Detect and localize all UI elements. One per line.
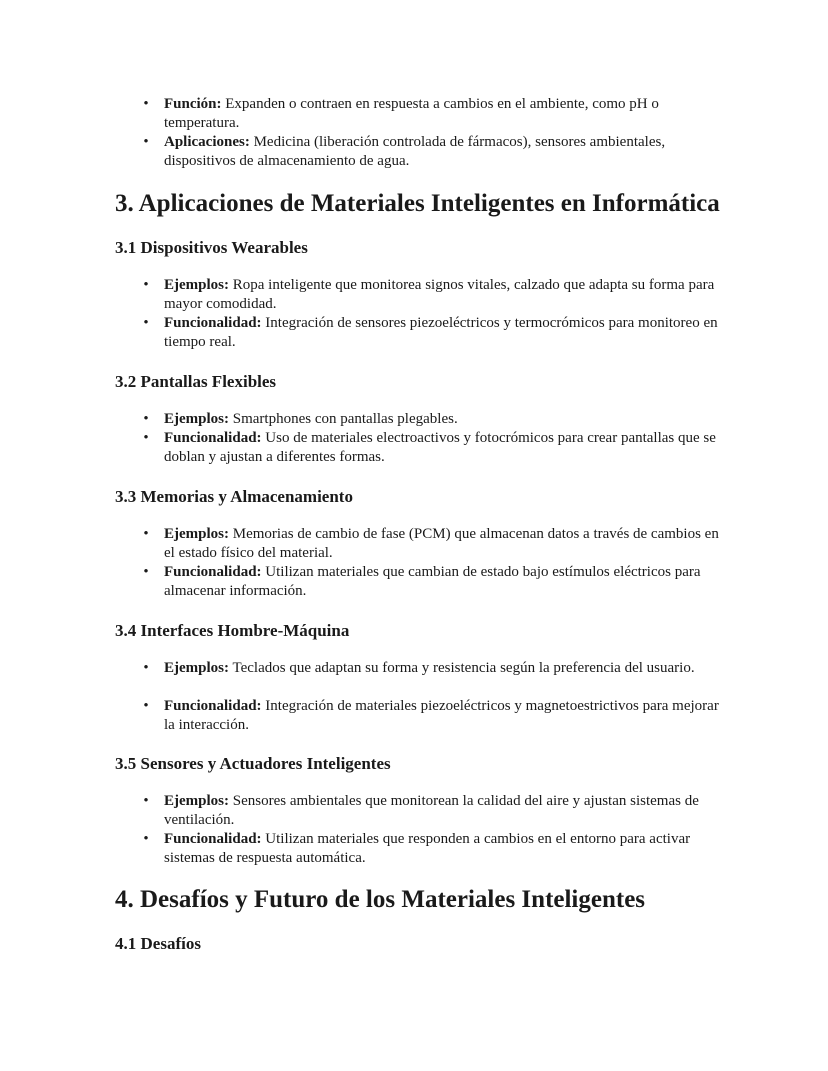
bullet-icon: • (143, 793, 149, 809)
list-item (143, 563, 724, 601)
item-text: Integración de materiales piezoeléctricos y magnetoestrictivos para mejorar la interacción. (164, 698, 719, 733)
item-text: Memorias de cambio de fase (PCM) que almacenan datos a través de cambios en el estado físico del material. (164, 526, 719, 561)
item-text: Medicina (liberación controlada de fármacos), sensores ambientales, dispositivos de almacenamiento de agua. (164, 134, 666, 169)
bullet-icon: • (143, 660, 149, 676)
subsection-heading: 3.1 Dispositivos Wearables (115, 238, 308, 257)
item-text: Ropa inteligente que monitorea signos vitales, calzado que adapta su forma para mayor comodidad. (164, 277, 715, 312)
bullet-icon: • (143, 96, 149, 112)
bullet-icon: • (143, 134, 149, 150)
subsection-heading: 4.1 Desafíos (115, 934, 201, 953)
item-text: Sensores ambientales que monitorean la calidad del aire y ajustan sistemas de ventilación. (164, 793, 699, 828)
item-text: Utilizan materiales que cambian de estado bajo estímulos eléctricos para almacenar información. (164, 564, 701, 599)
list-item (143, 95, 724, 133)
bullet-icon: • (143, 315, 149, 331)
list-item (143, 314, 724, 352)
bullet-icon: • (143, 430, 149, 446)
item-label: Ejemplos: (164, 526, 229, 542)
bullet-icon: • (143, 411, 149, 427)
item-label: Funcionalidad: (164, 430, 262, 446)
item-text: Uso de materiales electroactivos y fotocrómicos para crear pantallas que se doblan y ajustan a diferentes formas. (164, 430, 716, 465)
list-item (143, 830, 724, 868)
item-label: Funcionalidad: (164, 315, 262, 331)
list-item (143, 659, 724, 678)
list-item (143, 792, 724, 830)
bullet-icon: • (143, 831, 149, 847)
item-label: Funcionalidad: (164, 698, 262, 714)
list-item (143, 697, 724, 735)
subsection-heading: 3.2 Pantallas Flexibles (115, 372, 277, 391)
subsection-heading: 3.5 Sensores y Actuadores Inteligentes (115, 754, 391, 773)
bullet-icon: • (143, 526, 149, 542)
subsection-heading: 3.4 Interfaces Hombre-Máquina (115, 621, 350, 640)
item-label: Ejemplos: (164, 277, 229, 293)
item-label: Ejemplos: (164, 793, 229, 809)
list-item (143, 133, 724, 171)
item-label: Funcionalidad: (164, 564, 262, 580)
list-item (143, 525, 724, 563)
list-item (143, 429, 724, 467)
item-label: Ejemplos: (164, 660, 229, 676)
list-item (143, 410, 724, 429)
subsection-heading: 3.3 Memorias y Almacenamiento (115, 487, 353, 506)
item-text: Smartphones con pantallas plegables. (229, 411, 458, 427)
section-heading: 3. Aplicaciones de Materiales Inteligentes en Informática (115, 190, 720, 217)
item-text: Teclados que adaptan su forma y resistencia según la preferencia del usuario. (229, 660, 695, 676)
section-heading: 4. Desafíos y Futuro de los Materiales Inteligentes (115, 886, 646, 913)
item-label: Funcionalidad: (164, 831, 262, 847)
item-label: Ejemplos: (164, 411, 229, 427)
item-label: Aplicaciones: (164, 134, 250, 150)
item-text: Integración de sensores piezoeléctricos y termocrómicos para monitoreo en tiempo real. (164, 315, 718, 350)
list-item (143, 276, 724, 314)
bullet-icon: • (143, 277, 149, 293)
bullet-icon: • (143, 698, 149, 714)
bullet-icon: • (143, 564, 149, 580)
item-text: Utilizan materiales que responden a cambios en el entorno para activar sistemas de respuesta automática. (164, 831, 691, 866)
item-label: Función: (164, 96, 222, 112)
item-text: Expanden o contraen en respuesta a cambios en el ambiente, como pH o temperatura. (164, 96, 659, 131)
